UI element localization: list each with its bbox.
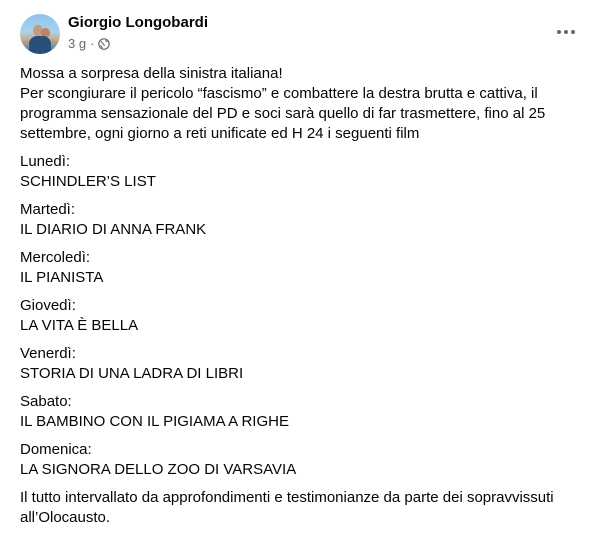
- film-title: IL BAMBINO CON IL PIGIAMA A RIGHE: [20, 413, 289, 430]
- schedule-item: [20, 440, 586, 480]
- film-title: STORIA DI UNA LADRA DI LIBRI: [20, 365, 244, 382]
- schedule-item: [20, 152, 586, 192]
- closing-text: Il tutto intervallato da approfondimenti e testimonianze da parte dei sopravvissuti all’Olocausto.: [20, 489, 554, 526]
- schedule-item: [20, 200, 586, 240]
- body-text: Per scongiurare il pericolo “fascismo” e combattere la destra brutta e cattiva, il programma sensazionale del PD e soci sarà quello di far trasmettere, fino al 25 settembre, ogni giorno a reti unificate ed H 24 i seguenti film: [20, 85, 546, 142]
- post-meta: [68, 36, 110, 51]
- day-label: Domenica:: [20, 441, 92, 458]
- day-label: Lunedì:: [20, 153, 71, 170]
- day-label: Sabato:: [20, 393, 72, 410]
- post-content: [20, 64, 586, 536]
- film-schedule: [20, 152, 586, 480]
- day-label: Martedì:: [20, 201, 76, 218]
- film-title: LA VITA È BELLA: [20, 317, 139, 334]
- more-options-icon[interactable]: [552, 18, 580, 46]
- film-title: SCHINDLER’S LIST: [20, 173, 156, 190]
- day-label: Giovedì:: [20, 297, 76, 314]
- globe-icon: [98, 38, 110, 50]
- schedule-item: [20, 392, 586, 432]
- author-avatar[interactable]: [20, 14, 60, 54]
- film-title: IL DIARIO DI ANNA FRANK: [20, 221, 207, 238]
- post-intro: [20, 64, 586, 144]
- post-header: [20, 14, 586, 58]
- schedule-item: [20, 296, 586, 336]
- schedule-item: [20, 248, 586, 288]
- post-time[interactable]: 3 g: [68, 36, 87, 51]
- film-title: LA SIGNORA DELLO ZOO DI VARSAVIA: [20, 461, 297, 478]
- schedule-item: [20, 344, 586, 384]
- meta-separator: ·: [90, 36, 95, 51]
- day-label: Mercoledì:: [20, 249, 91, 266]
- author-name[interactable]: Giorgio Longobardi: [68, 14, 208, 31]
- intro-line: Mossa a sorpresa della sinistra italiana!: [20, 65, 283, 82]
- film-title: IL PIANISTA: [20, 269, 104, 286]
- day-label: Venerdì:: [20, 345, 76, 362]
